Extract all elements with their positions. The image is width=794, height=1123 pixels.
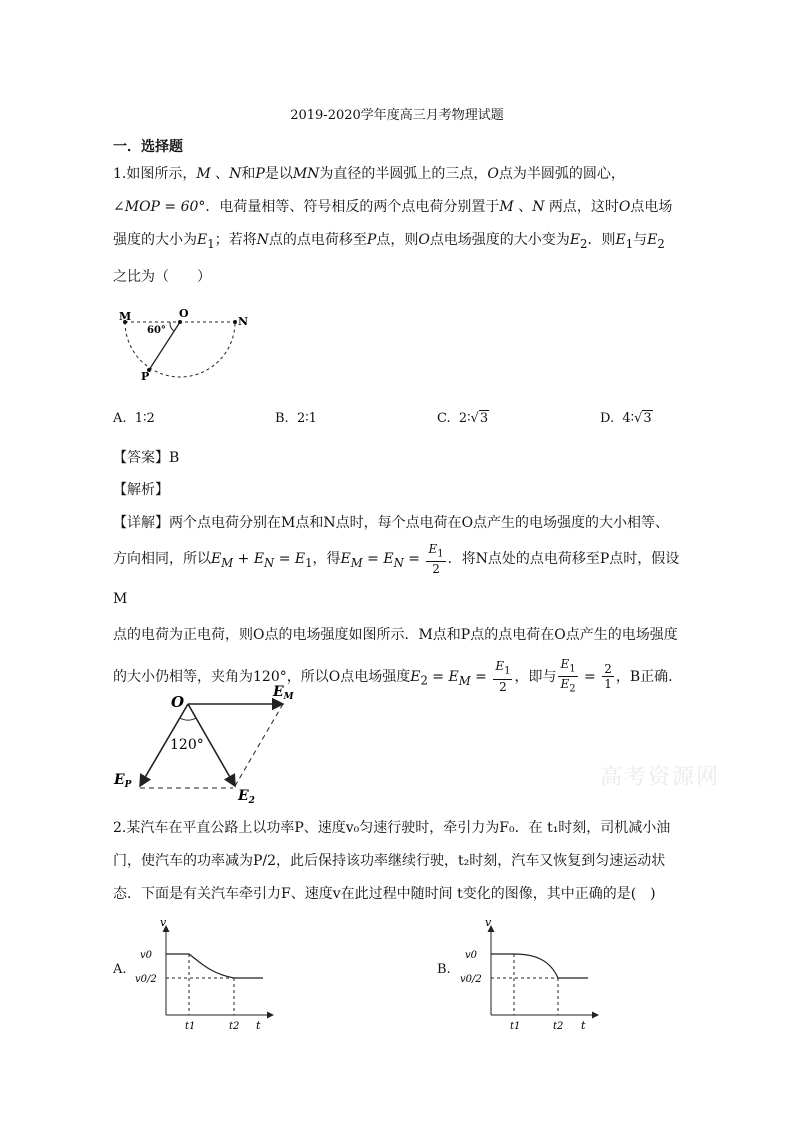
label-ep: $E_P$: [114, 772, 132, 790]
label-o: O: [179, 307, 189, 320]
q1-field-vector-figure: [108, 680, 308, 810]
angle-arc-120: [180, 718, 196, 720]
q2-stem: [113, 812, 693, 911]
label-em: $E_M$: [273, 684, 294, 702]
angle-arc: [170, 322, 174, 331]
graph-b-curve: [491, 954, 588, 978]
q1-answer: 【答案】B: [113, 450, 180, 466]
graph-a-v0-label: v0: [140, 950, 153, 961]
q1-line4: 之比为（ ）: [113, 268, 211, 285]
graph-b-t-label: t: [581, 1019, 586, 1030]
q1-option-c: C. 2∶√3: [437, 411, 489, 426]
q2-line1: 2.某汽车在平直公路上以功率P、速度v₀匀速行驶时，牵引力为F₀．在 t₁时刻，司机减小油: [113, 820, 671, 836]
graph-b-v-label: v: [485, 916, 492, 929]
label-m: M: [119, 310, 132, 323]
q1-option-a: A. 1∶2: [113, 411, 155, 426]
watermark: 高考资源网: [600, 765, 721, 790]
graph-b-t1-label: t1: [510, 1021, 521, 1030]
graph-a-t1-label: t1: [185, 1021, 196, 1030]
graph-a-v-label: v: [160, 916, 167, 929]
graph-b-v0half-label: v0/2: [460, 974, 482, 985]
label-angle-120: 120°: [170, 737, 204, 753]
q1-option-d: D. 4∶√3: [600, 411, 652, 426]
label-n: N: [238, 315, 249, 328]
graph-b-t2-label: t2: [553, 1021, 564, 1030]
point-o: [178, 320, 182, 324]
q2-graph-a: [130, 912, 290, 1030]
graph-b-v0-label: v0: [465, 950, 478, 961]
semicircle-arc: [125, 322, 235, 377]
detail-line1: 【详解】两个点电荷分别在M点和N点时，每个点电荷在O点产生的电场强度的大小相等、: [113, 515, 670, 531]
section-heading: 一．选择题: [113, 139, 183, 155]
q1-line3: 强度的大小为$E_1$；若将N点的点电荷移至P点，则O点电场强度的大小变为$E_2$．则$E_1$与$E_2$: [113, 232, 665, 251]
point-n: [233, 320, 237, 324]
detail-line3: 点的电荷为正电荷，则O点的电场强度如图所示．M点和P点的点电荷在O点产生的电场强度: [113, 626, 678, 643]
q1-option-b: B. 2∶1: [275, 411, 317, 426]
q2-line3: 态．下面是有关汽车牵引力F、速度v在此过程中随时间 t变化的图像，其中正确的是( ): [113, 886, 656, 902]
graph-a-v0half-label: v0/2: [135, 974, 157, 985]
label-angle: 60°: [147, 325, 166, 336]
detail-line2: 方向相同，所以$E_M + E_N = E_1$，得$E_M = E_N$ = $\frac{E_1}{2}$ ．将N点处的点电荷移至P点时，假设M: [113, 541, 680, 607]
q1-stem: [113, 158, 693, 294]
page-title: 2019-2020学年度高三月考物理试题: [290, 108, 504, 123]
graph-a-curve: [166, 954, 263, 978]
q1-line1: 1.如图所示，M 、N和P是以MN为直径的半圆弧上的三点，O点为半圆弧的圆心，: [113, 166, 625, 182]
q1-semicircle-figure: [110, 300, 260, 390]
detail-line4: 的大小仍相等，夹角为120°，所以O点电场强度$E_2 = E_M$ = $\frac{E_1}{2}$ ，即与 $\frac{E_1}{E_2}$ = $\frac{2}{1}$ ，B正确.: [113, 656, 673, 695]
graph-a-t-label: t: [256, 1019, 261, 1030]
q2-graph-b: [455, 912, 615, 1030]
label-e2: $E_2$: [238, 788, 255, 806]
graph-a-t2-label: t2: [229, 1021, 240, 1030]
q1-detail: [113, 505, 693, 698]
q2-option-b-key: B.: [437, 962, 451, 977]
label-p: P: [141, 370, 150, 383]
q1-analysis-label: 【解析】: [113, 482, 169, 498]
dashed-parallelogram-right: [235, 704, 283, 786]
q2-option-a-key: A.: [113, 962, 127, 977]
q2-line2: 门，使汽车的功率减为P/2，此后保持该功率继续行驶，t₂时刻，汽车又恢复到匀速运动状: [113, 853, 666, 869]
label-o2: O: [171, 693, 185, 711]
q1-line2: ∠MOP = 60°．电荷量相等、符号相反的两个点电荷分别置于M 、N 两点，这时O点电场: [113, 199, 673, 215]
